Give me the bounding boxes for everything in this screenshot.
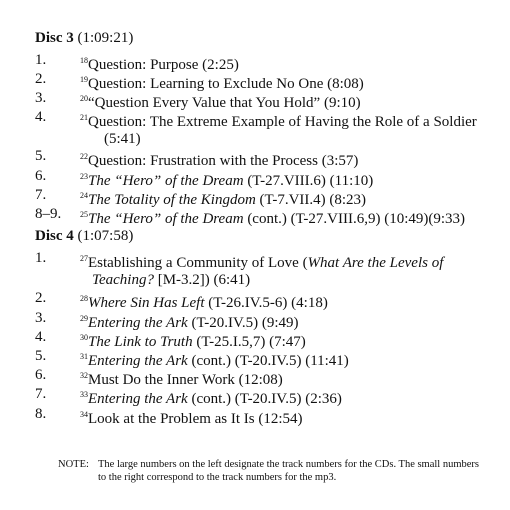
title-part-1: (T-20.IV.5) (9:49) — [187, 315, 299, 331]
title-part-0: Establishing a Community of Love ( — [88, 255, 308, 271]
title-part-0: “Question Every Value that You Hold” (9:10) — [88, 95, 361, 111]
title-part-0: The “Hero” of the Dream — [88, 211, 244, 227]
cd-track-number: 2. — [35, 71, 47, 87]
cd-track-number: 6. — [35, 168, 47, 184]
title-part-0: The “Hero” of the Dream — [88, 173, 244, 189]
title-part-1: (cont.) (T-27.VIII.6,9) (10:49)(9:33) — [243, 211, 466, 227]
cont-part-0: Teaching? — [92, 272, 154, 288]
mp3-track-number: 20 — [80, 94, 88, 103]
title-part-1: (T-25.I.5,7) (7:47) — [192, 334, 306, 350]
mp3-track-number: 18 — [80, 56, 88, 65]
cd-track-number: 4. — [35, 329, 47, 345]
track-title — [80, 290, 500, 312]
cd-track-number: 3. — [35, 310, 47, 326]
mp3-track-number: 19 — [80, 75, 88, 84]
track-title-continued — [80, 272, 500, 289]
title-part-0: Must Do the Inner Work (12:08) — [88, 372, 283, 388]
cd-track-number: 8–9. — [35, 206, 62, 222]
mp3-track-number: 29 — [80, 314, 88, 323]
mp3-track-number: 23 — [80, 172, 88, 181]
title-part-1: What Are the Levels of — [307, 255, 444, 271]
track-title — [80, 148, 500, 170]
cd-track-number: 5. — [35, 148, 47, 164]
title-part-1: (T-26.IV.5-6) (4:18) — [204, 295, 328, 311]
title-part-0: Question: Purpose (2:25) — [88, 57, 239, 73]
mp3-track-number: 30 — [80, 333, 88, 342]
title-part-0: Question: The Extreme Example of Having the Role of a Soldier — [88, 114, 477, 130]
title-part-1: (T-7.VII.4) (8:23) — [255, 192, 367, 208]
track-title — [80, 250, 500, 289]
track-title — [80, 406, 500, 428]
disc3-title: Disc 3 — [35, 30, 74, 46]
title-part-1: (T-27.VIII.6) (11:10) — [243, 173, 374, 189]
disc3-duration: (1:09:21) — [77, 30, 134, 46]
track-title — [80, 206, 500, 228]
track-title — [80, 386, 500, 408]
title-part-0: Entering the Ark — [88, 315, 188, 331]
cd-track-number: 7. — [35, 386, 47, 402]
title-part-0: Question: Frustration with the Process (3:57) — [88, 153, 359, 169]
title-part-0: The Link to Truth — [88, 334, 193, 350]
cd-track-number: 8. — [35, 406, 47, 422]
track-duration-continued: (5:41) — [104, 131, 141, 147]
disc4-heading — [35, 228, 133, 245]
title-part-0: Entering the Ark — [88, 353, 188, 369]
cd-track-number: 4. — [35, 109, 47, 125]
title-part-0: Question: Learning to Exclude No One (8:08) — [88, 76, 364, 92]
mp3-track-number: 21 — [80, 113, 88, 122]
title-part-0: Look at the Problem as It Is (12:54) — [88, 411, 303, 427]
cd-track-number: 6. — [35, 367, 47, 383]
mp3-track-number: 32 — [80, 371, 88, 380]
disc4-duration: (1:07:58) — [77, 228, 134, 244]
mp3-track-number: 24 — [80, 191, 88, 200]
track-title — [80, 109, 500, 148]
cont-part-1: [M-3.2]) (6:41) — [153, 272, 251, 288]
note-label: NOTE: — [58, 459, 89, 470]
cd-track-number: 5. — [35, 348, 47, 364]
cd-track-number: 3. — [35, 90, 47, 106]
title-part-0: Entering the Ark — [88, 391, 188, 407]
mp3-track-number: 33 — [80, 390, 88, 399]
cd-track-number: 2. — [35, 290, 47, 306]
title-part-0: The Totality of the Kingdom — [88, 192, 256, 208]
cd-track-number: 1. — [35, 52, 47, 68]
title-part-0: Where Sin Has Left — [88, 295, 205, 311]
mp3-track-number: 27 — [80, 254, 88, 263]
cd-track-number: 7. — [35, 187, 47, 203]
title-part-1: (cont.) (T-20.IV.5) (11:41) — [187, 353, 349, 369]
title-part-1: (cont.) (T-20.IV.5) (2:36) — [187, 391, 342, 407]
disc4-title: Disc 4 — [35, 228, 74, 244]
mp3-track-number: 28 — [80, 294, 88, 303]
note-text: The large numbers on the left designate the track numbers for the CDs. The small numbers to the right correspond to the track numbers for the mp3. — [98, 459, 480, 483]
mp3-track-number: 34 — [80, 410, 88, 419]
mp3-track-number: 22 — [80, 152, 88, 161]
mp3-track-number: 25 — [80, 210, 88, 219]
mp3-track-number: 31 — [80, 352, 88, 361]
cd-track-number: 1. — [35, 250, 47, 266]
disc3-heading — [35, 30, 133, 47]
